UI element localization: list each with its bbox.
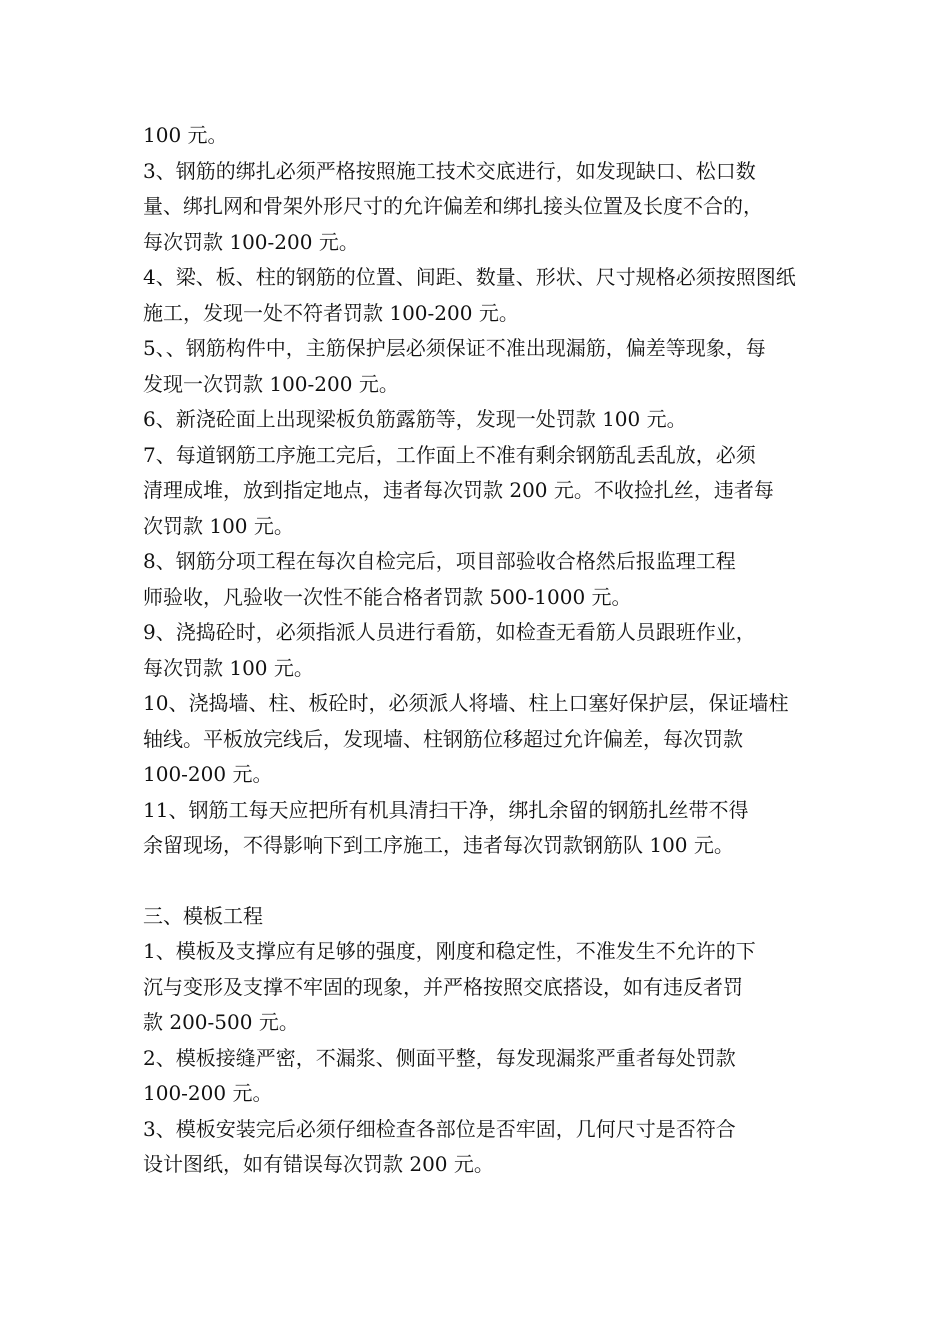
paragraph-4 (143, 402, 813, 438)
section-paragraph-0 (143, 934, 813, 1041)
text-line: 10、浇捣墙、柱、板砼时，必须派人将墙、柱上口塞好保护层，保证墙柱 (143, 691, 789, 715)
text-line: 7、每道钢筋工序施工完后，工作面上不准有剩余钢筋乱丢乱放，必须 (143, 442, 756, 467)
text-line: 余留现场，不得影响下到工序施工，违者每次罚款钢筋队 100 元。 (143, 833, 734, 857)
text-line: 量、绑扎网和骨架外形尺寸的允许偏差和绑扎接头位置及长度不合的， (143, 194, 763, 218)
section-paragraph-2 (143, 1112, 813, 1183)
document-page (143, 118, 813, 1183)
text-line: 3、模板安装完后必须仔细检查各部位是否牢固，几何尺寸是否符合 (143, 1116, 736, 1141)
text-line: 每次罚款 100 元。 (143, 655, 314, 680)
text-line: 发现一次罚款 100-200 元。 (143, 371, 399, 396)
text-line: 设计图纸，如有错误每次罚款 200 元。 (143, 1152, 494, 1176)
paragraph-3 (143, 331, 813, 402)
text-line: 5、、钢筋构件中，主筋保护层必须保证不准出现漏筋，偏差等现象，每 (143, 336, 766, 360)
text-line: 施工，发现一处不符者罚款 100-200 元。 (143, 300, 519, 325)
section-formwork (143, 899, 813, 1183)
text-line: 1、模板及支撑应有足够的强度，刚度和稳定性，不准发生不允许的下 (143, 939, 756, 963)
text-line: 每次罚款 100-200 元。 (143, 229, 359, 254)
text-line: 次罚款 100 元。 (143, 513, 294, 538)
paragraph-7 (143, 615, 813, 686)
section-heading: 三、模板工程 (143, 903, 263, 928)
text-line: 9、浇捣砼时，必须指派人员进行看筋，如检查无看筋人员跟班作业， (143, 620, 756, 644)
text-line: 清理成堆，放到指定地点，违者每次罚款 200 元。不收捡扎丝，违者每 (143, 478, 774, 502)
text-line: 8、钢筋分项工程在每次自检完后，项目部验收合格然后报监理工程 (143, 549, 736, 573)
paragraph-2 (143, 260, 813, 331)
paragraph-1 (143, 154, 813, 261)
text-line: 4、梁、板、柱的钢筋的位置、间距、数量、形状、尺寸规格必须按照图纸 (143, 265, 796, 289)
section-paragraph-1 (143, 1041, 813, 1112)
paragraph-8 (143, 686, 813, 793)
paragraph-5 (143, 438, 813, 545)
text-line: 100 元。 (143, 123, 228, 147)
text-line: 2、模板接缝严密，不漏浆、侧面平整，每发现漏浆严重者每处罚款 (143, 1045, 736, 1070)
text-line: 师验收，凡验收一次性不能合格者罚款 500-1000 元。 (143, 584, 632, 609)
paragraph-9 (143, 793, 813, 864)
text-line: 6、新浇砼面上出现梁板负筋露筋等，发现一处罚款 100 元。 (143, 407, 687, 431)
section-gap (143, 864, 813, 899)
text-line: 沉与变形及支撑不牢固的现象，并严格按照交底搭设，如有违反者罚 (143, 974, 743, 999)
text-line: 3、钢筋的绑扎必须严格按照施工技术交底进行，如发现缺口、松口数 (143, 158, 756, 183)
text-line: 100-200 元。 (143, 762, 273, 786)
text-line: 11、钢筋工每天应把所有机具清扫干净，绑扎余留的钢筋扎丝带不得 (143, 797, 749, 822)
text-line: 轴线。平板放完线后，发现墙、柱钢筋位移超过允许偏差，每次罚款 (143, 726, 743, 751)
text-line: 款 200-500 元。 (143, 1010, 299, 1034)
text-line: 100-200 元。 (143, 1081, 273, 1105)
paragraph-6 (143, 544, 813, 615)
paragraph-0 (143, 118, 813, 154)
